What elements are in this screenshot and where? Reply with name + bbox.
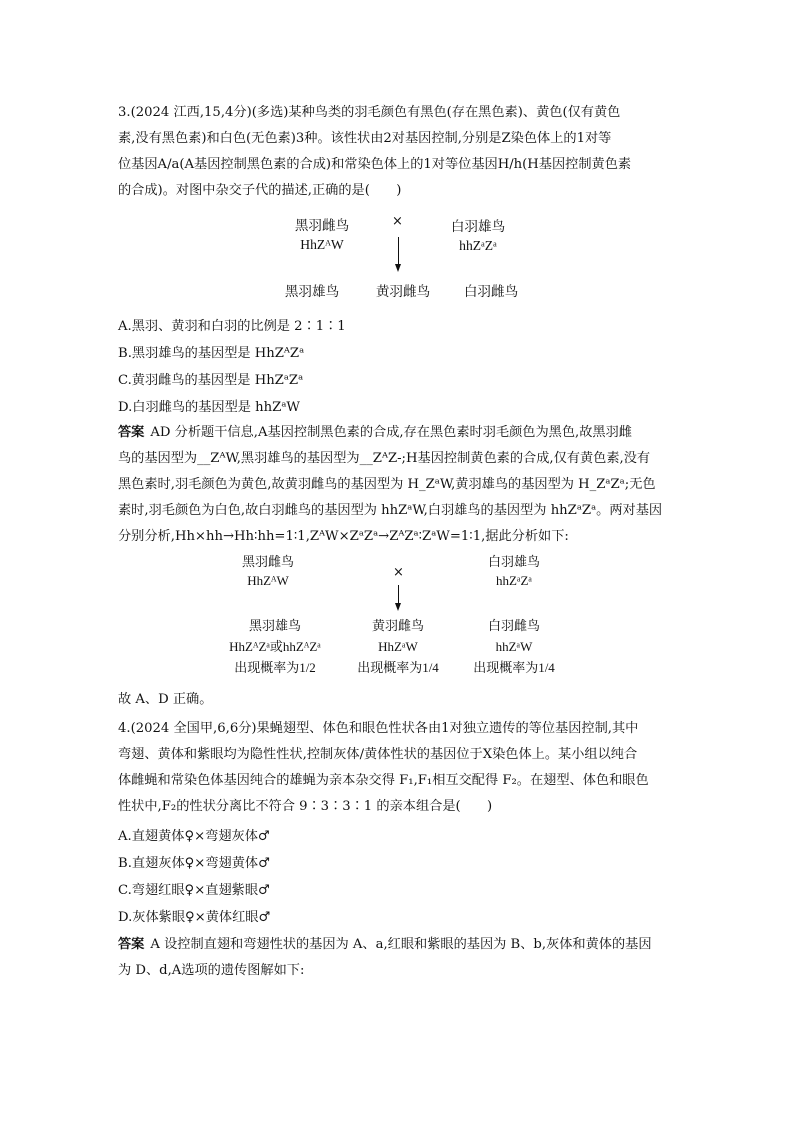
text-line: 分别分析,Hh×hh→Hh∶hh=1∶1,ZᴬW×ZᵃZᵃ→ZᴬZᵃ∶ZᵃW=1∶1,据此分析如下: [118, 529, 569, 544]
conclusion-text: 故 A、D 正确。 [118, 692, 213, 707]
offspring-name: 黄羽雌鸟 [371, 618, 424, 633]
answer-first-line [118, 932, 678, 958]
parent-male-name: 白羽雄鸟 [450, 219, 506, 234]
offspring-genotype: hhZᵃW [495, 639, 533, 654]
offspring-name: 白羽雌鸟 [463, 284, 519, 299]
text-line: 弯翅、黄体和紫眼均为隐性性状,控制灰体/黄体性状的基因位于X染色体上。某小组以纯合 [118, 747, 638, 762]
offspring-probability: 出现概率为1/4 [357, 660, 439, 675]
offspring-name: 黄羽雌鸟 [375, 284, 431, 299]
offspring-probability: 出现概率为1/2 [234, 660, 316, 675]
option-c: C.弯翅红眼♀×直翅紫眼♂ [118, 883, 270, 898]
text-line: 3.(2024 江西,15,4分)(多选)某种鸟类的羽毛颜色有黑色(存在黑色素)、黄色(仅有黄色 [118, 105, 621, 120]
text-line: 位基因A/a(A基因控制黑色素的合成)和常染色体上的1对等位基因H/h(H基因控制黄色素 [118, 157, 632, 172]
answer-label: 答案 [118, 425, 145, 440]
offspring-name: 黑羽雄鸟 [284, 284, 340, 299]
answer-first-line [118, 420, 678, 446]
answer-4 [118, 932, 678, 984]
parent-male-genotype: hhZᵃZᵃ [496, 573, 532, 588]
offspring-genotype: HhZᴬZᵃ或hhZᴬZᵃ [229, 639, 321, 654]
text-line: 素时,羽毛颜色为白色,故白羽雌鸟的基因型为 hhZᵃW,白羽雄鸟的基因型为 hhZᵃZᵃ。两对基因 [118, 503, 663, 518]
text-line: 的合成)。对图中杂交子代的描述,正确的是( ) [118, 183, 402, 198]
answer-label: 答案 [118, 937, 145, 952]
option-c: C.黄羽雌鸟的基因型是 HhZᵃZᵃ [118, 373, 304, 388]
arrow-head-icon [395, 603, 401, 611]
offspring-genotype: HhZᵃW [378, 639, 418, 654]
parent-female-genotype: HhZᴬW [247, 573, 289, 588]
option-b: B.黑羽雄鸟的基因型是 HhZᴬZᵃ [118, 346, 305, 361]
option-b: B.直翅灰体♀×弯翅黄体♂ [118, 856, 270, 871]
option-a: A.直翅黄体♀×弯翅灰体♂ [118, 829, 270, 844]
arrow-head-icon [395, 264, 401, 272]
option-d: D.白羽雌鸟的基因型是 hhZᵃW [118, 400, 300, 415]
arrow-down-icon [398, 585, 399, 605]
question-4-stem [118, 716, 678, 820]
text-line: 性状中,F₂的性状分离比不符合 9∶3∶3∶1 的亲本组合是( ) [118, 799, 493, 814]
text-line: 鸟的基因型为__ZᴬW,黑羽雄鸟的基因型为__ZᴬZ-;H基因控制黄色素的合成,仅有黄色素,没有 [118, 451, 651, 466]
text-line: AD 分析题干信息,A基因控制黑色素的合成,存在黑色素时羽毛颜色为黑色,故黑羽雌 [150, 425, 632, 440]
option-a: A.黑羽、黄羽和白羽的比例是 2∶1∶1 [118, 319, 346, 334]
offspring-name: 白羽雌鸟 [487, 618, 540, 633]
text-line: 体雌蝇和常染色体基因纯合的雄蝇为亲本杂交得 F₁,F₁相互交配得 F₂。在翅型、体色和眼色 [118, 773, 649, 788]
option-d: D.灰体紫眼♀×黄体红眼♂ [118, 910, 271, 925]
parent-male-genotype: hhZᵃZᵃ [459, 238, 497, 253]
offspring-probability: 出现概率为1/4 [473, 660, 555, 675]
cross-symbol: × [393, 565, 404, 580]
text-line: 素,没有黑色素)和白色(无色素)3种。该性状由2对基因控制,分别是Z染色体上的1对等 [118, 131, 612, 146]
offspring-name: 黑羽雄鸟 [248, 618, 301, 633]
parent-female-name: 黑羽雌鸟 [241, 554, 294, 569]
text-line: 4.(2024 全国甲,6,6分)果蝇翅型、体色和眼色性状各由1对独立遗传的等位基因控制,其中 [118, 721, 639, 736]
question-3-stem [118, 100, 678, 204]
text-line: 黑色素时,羽毛颜色为黄色,故黄羽雌鸟的基因型为 H_ZᵃW,黄羽雄鸟的基因型为 H_ZᵃZᵃ;无色 [118, 477, 656, 492]
cross-symbol: × [392, 214, 403, 229]
text-line: A 设控制直翅和弯翅性状的基因为 A、a,红眼和紫眼的基因为 B、b,灰体和黄体的基因 [150, 937, 652, 952]
answer-3 [118, 420, 678, 550]
text-line: 为 D、d,A选项的遗传图解如下: [118, 963, 305, 978]
parent-female-genotype: HhZᴬW [300, 237, 344, 252]
arrow-down-icon [398, 237, 399, 265]
parent-female-name: 黑羽雌鸟 [294, 218, 350, 233]
parent-male-name: 白羽雄鸟 [487, 554, 540, 569]
